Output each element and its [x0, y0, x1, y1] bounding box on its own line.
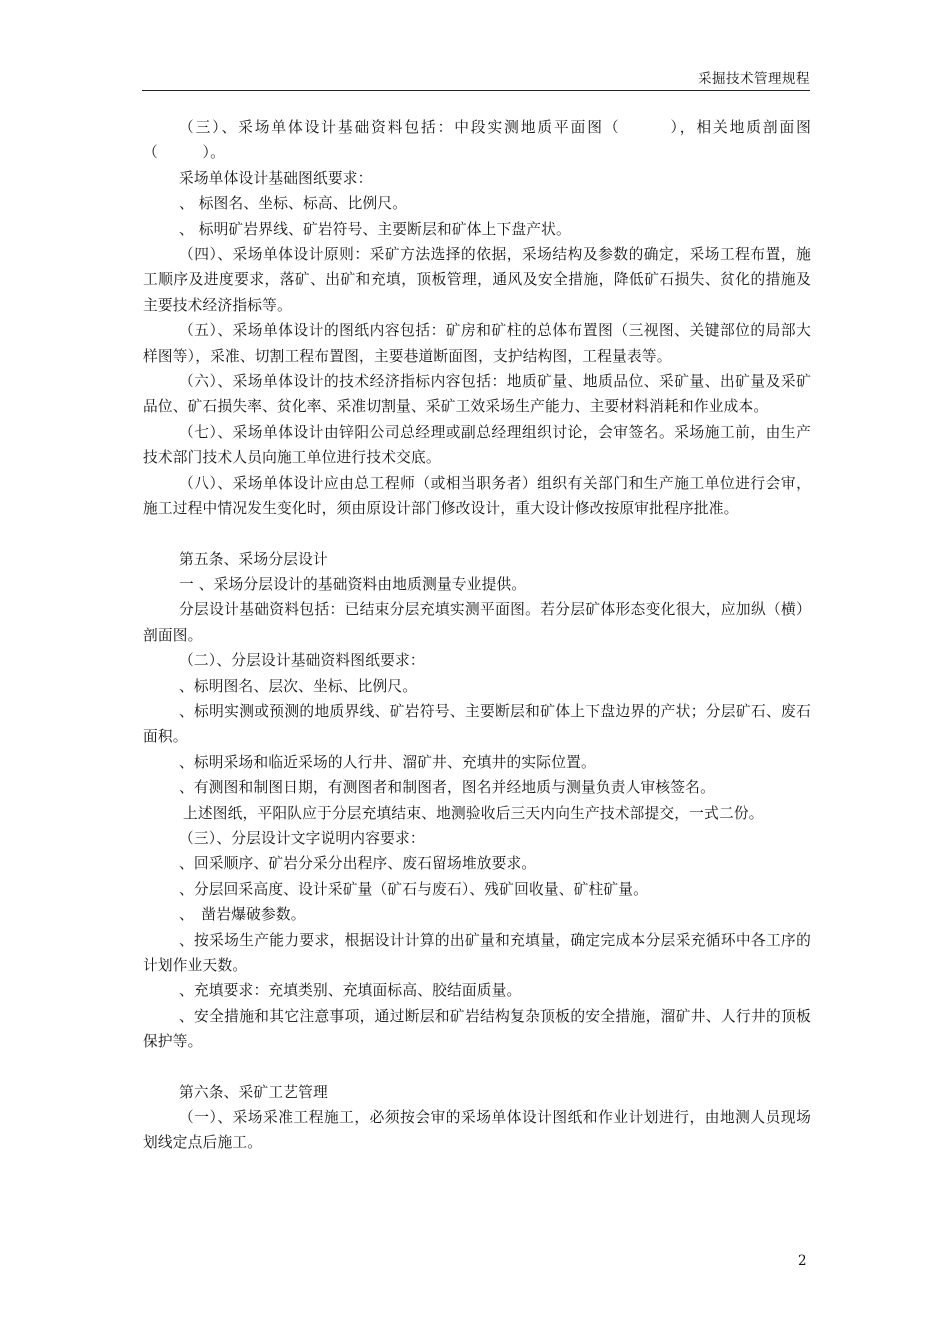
- list-item-safety: 、安全措施和其它注意事项，通过断层和矿岩结构复杂顶板的安全措施，溜矿井、人行井的顶板保护等。: [143, 1007, 811, 1051]
- paragraph-layer-text-requirements: （三）、分层设计文字说明内容要求：: [179, 829, 425, 847]
- list-item-filling: 、充填要求：充填类别、充填面标高、胶结面质量。: [179, 982, 522, 1000]
- paragraph-layer-drawing-requirements: （二）、分层设计基础资料图纸要求：: [179, 652, 425, 670]
- paragraph-4-design-principles: （四）、采场单体设计原则：采矿方法选择的依据，采场结构及参数的确定，采场工程布置，施工顺序及进度要求，落矿、出矿和充填，顶板管理，通风及安全措施，降低矿石损失、贫化的措施及主要技术经济指标等。: [143, 246, 811, 314]
- page-header: [142, 70, 810, 91]
- paragraph-layer-basic-data: 一 、采场分层设计的基础资料由地质测量专业提供。: [179, 575, 527, 593]
- list-item-work-days: 、按采场生产能力要求，根据设计计算的出矿量和充填量，确定完成本分层采充循环中各工序的计划作业天数。: [143, 931, 811, 974]
- list-item-blasting: 、 凿岩爆破参数。: [179, 906, 306, 924]
- paragraph-8-approval: （八）、采场单体设计应由总工程师（或相当职务者）组织有关部门和生产施工单位进行会审，施工过程中情况发生变化时，须由原设计部门修改设计，重大设计修改按原审批程序批准。: [143, 474, 811, 518]
- page-number: 2: [798, 1253, 807, 1269]
- list-item-layer-geology: 、标明实测或预测的地质界线、矿岩符号、主要断层和矿体上下盘边界的产状；分层矿石、废石面积。: [143, 702, 811, 746]
- list-item-layer-title: 、标明图名、层次、坐标、比例尺。: [179, 677, 418, 695]
- header-title: 采掘技术管理规程: [698, 71, 810, 87]
- paragraph-3-basic-data: （三）、采场单体设计基础资料包括：中段实测地质平面图（ ），相关地质剖面图（ ）。: [143, 119, 811, 162]
- paragraph-drawing-requirements: 采场单体设计基础图纸要求：: [179, 169, 373, 187]
- list-item-rock-boundary: 、 标明矿岩界线、矿岩符号、主要断层和矿体上下盘产状。: [179, 220, 571, 238]
- paragraph-layer-submission: 上述图纸，平阳队应于分层充填结束、地测验收后三天内向生产技术部提交，一式二份。: [183, 804, 764, 822]
- paragraph-6-economic-indicators: （六）、采场单体设计的技术经济指标内容包括：地质矿量、地质品位、采矿量、出矿量及采矿品位、矿石损失率、贫化率、采准切割量、采矿工效采场生产能力、主要材料消耗和作业成本。: [143, 373, 811, 416]
- section-spacer: [143, 522, 811, 547]
- list-item-mining-height: 、分层回采高度、设计采矿量（矿石与废石）、残矿回收量、矿柱矿量。: [179, 880, 649, 898]
- paragraph-5-drawing-content: （五）、采场单体设计的图纸内容包括：矿房和矿柱的总体布置图（三视图、关键部位的局部大样图等），采准、切割工程布置图，主要巷道断面图，支护结构图，工程量表等。: [143, 322, 811, 365]
- paragraph-layer-data-includes: 分层设计基础资料包括：已结束分层充填实测平面图。若分层矿体形态变化很大，应加纵（横）剖面图。: [143, 601, 811, 644]
- list-item-layer-dates: 、有测图和制图日期，有测图者和制图者，图名并经地质与测量负责人审核签名。: [179, 779, 715, 797]
- section-heading-article-6: 第六条、采矿工艺管理: [179, 1083, 328, 1101]
- paragraph-7-review: （七）、采场单体设计由锌阳公司总经理或副总经理组织讨论，会审签名。采场施工前，由生产技术部门技术人员向施工单位进行技术交底。: [143, 423, 811, 467]
- list-item-drawing-title: 、 标图名、坐标、标高、比例尺。: [179, 195, 408, 213]
- paragraph-6-1-construction: （一）、采场采准工程施工，必须按会审的采场单体设计图纸和作业计划进行，由地测人员现场划线定点后施工。: [143, 1109, 811, 1152]
- list-item-mining-sequence: 、回采顺序、矿岩分采分出程序、废石留场堆放要求。: [179, 855, 537, 873]
- document-body: [143, 115, 811, 1156]
- section-heading-article-5: 第五条、采场分层设计: [179, 550, 328, 568]
- list-item-layer-shafts: 、标明采场和临近采场的人行井、溜矿井、充填井的实际位置。: [179, 753, 596, 771]
- section-spacer: [143, 1055, 811, 1080]
